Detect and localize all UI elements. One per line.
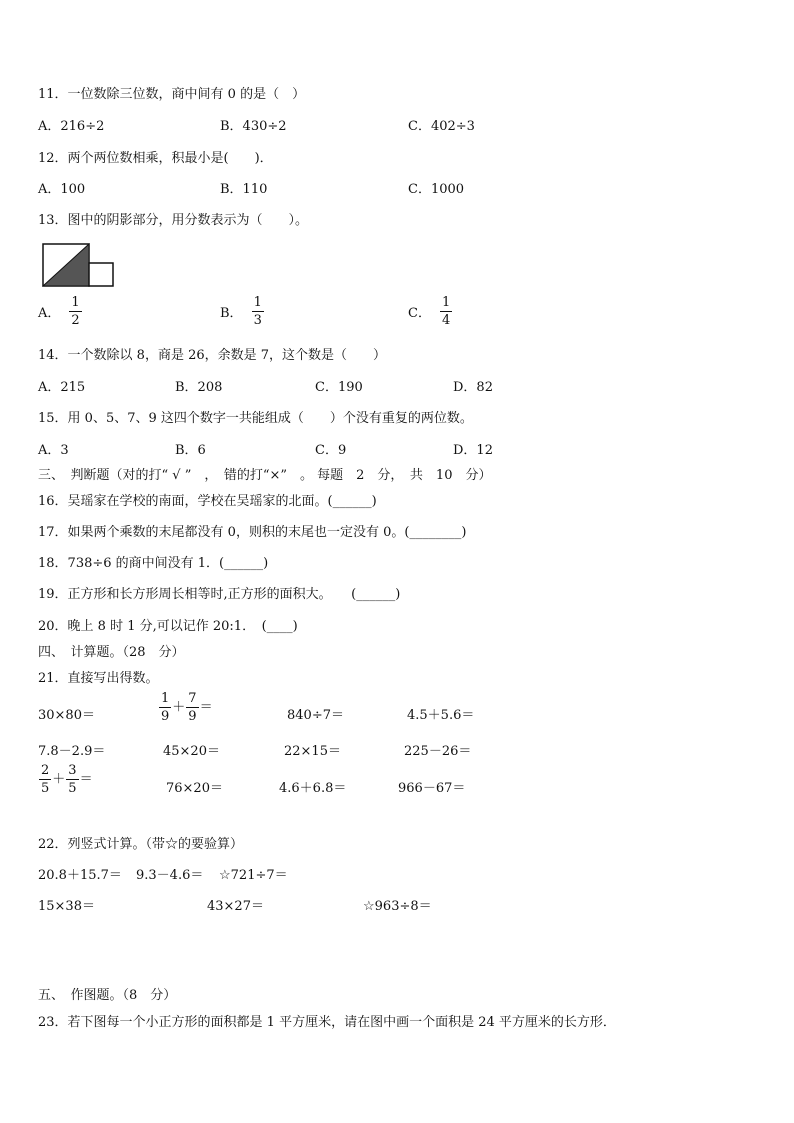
q15-option-d: D．12 bbox=[453, 443, 493, 458]
vertical-calc-20.8plus15.7: 20.8＋15.7＝ bbox=[38, 868, 122, 883]
question-12: 12．两个两位数相乘，积最小是( )． bbox=[38, 151, 273, 166]
calc-30x80: 30×80＝ bbox=[38, 708, 95, 723]
q13-option-c: C． $\frac{1}{4}$ bbox=[408, 295, 451, 328]
q11-option-c: C．402÷3 bbox=[408, 119, 475, 134]
section-3-heading: 三、 判断题（对的打“ √ ” ， 错的打“×” 。 每题 2 分， 共 10 分） bbox=[38, 468, 492, 483]
q14-option-d: D．82 bbox=[453, 380, 493, 395]
question-17: 17．如果两个乘数的末尾都没有 0，则积的末尾也一定没有 0。(________) bbox=[38, 525, 467, 540]
vertical-calc-9.3minus4.6: 9.3－4.6＝ bbox=[136, 868, 204, 883]
question-13: 13．图中的阴影部分，用分数表示为（ ）。 bbox=[38, 213, 309, 228]
question-19: 19．正方形和长方形周长相等时,正方形的面积大。 (______) bbox=[38, 587, 401, 602]
calc-45x20: 45×20＝ bbox=[163, 744, 220, 759]
q14-option-b: B．208 bbox=[175, 380, 223, 395]
shaded-figure bbox=[42, 243, 116, 287]
question-15: 15．用 0、5、7、9 这四个数字一共能组成（ ）个没有重复的两位数。 bbox=[38, 411, 473, 426]
section-5-heading: 五、 作图题。（8 分） bbox=[38, 988, 177, 1003]
q15-option-b: B．6 bbox=[175, 443, 206, 458]
q12-option-b: B．110 bbox=[220, 182, 268, 197]
q11-option-a: A．216÷2 bbox=[38, 119, 105, 134]
q14-option-a: A．215 bbox=[38, 380, 86, 395]
fraction-one-half: $\frac{1}{2}$ bbox=[71, 295, 80, 328]
vertical-calc-963div8: ☆963÷8＝ bbox=[363, 899, 432, 914]
vertical-calc-43x27: 43×27＝ bbox=[207, 899, 264, 914]
question-18: 18．738÷6 的商中间没有 1．(______) bbox=[38, 556, 269, 571]
question-20: 20．晚上 8 时 1 分,可以记作 20:1． (____) bbox=[38, 619, 298, 634]
q13-option-b: B． $\frac{1}{3}$ bbox=[220, 295, 262, 328]
q12-option-a: A．100 bbox=[38, 182, 86, 197]
calc-225minus26: 225－26＝ bbox=[404, 744, 472, 759]
q15-option-c: C．9 bbox=[315, 443, 347, 458]
calc-76x20: 76×20＝ bbox=[166, 781, 223, 796]
vertical-calc-721div7: ☆721÷7＝ bbox=[219, 868, 288, 883]
q15-option-a: A．3 bbox=[38, 443, 69, 458]
question-11: 11．一位数除三位数，商中间有 0 的是（ ） bbox=[38, 87, 306, 102]
question-16: 16．吴瑶家在学校的南面，学校在吴瑶家的北面。(______) bbox=[38, 494, 377, 509]
fraction-one-third: $\frac{1}{3}$ bbox=[253, 295, 262, 328]
q14-option-c: C．190 bbox=[315, 380, 363, 395]
calc-22x15: 22×15＝ bbox=[284, 744, 341, 759]
q11-option-b: B．430÷2 bbox=[220, 119, 287, 134]
calc-7.8minus2.9: 7.8－2.9＝ bbox=[38, 744, 106, 759]
fraction-one-quarter: $\frac{1}{4}$ bbox=[441, 295, 451, 328]
calc-4.5plus5.6: 4.5＋5.6＝ bbox=[407, 708, 475, 723]
question-23: 23．若下图每一个小正方形的面积都是 1 平方厘米，请在图中画一个面积是 24 平方厘米的长方形． bbox=[38, 1015, 616, 1030]
vertical-calc-15x38: 15×38＝ bbox=[38, 899, 95, 914]
section-4-heading: 四、 计算题。（28 分） bbox=[38, 645, 185, 660]
calc-4.6plus6.8: 4.6＋6.8＝ bbox=[279, 781, 347, 796]
question-14: 14．一个数除以 8，商是 26，余数是 7，这个数是（ ） bbox=[38, 348, 387, 363]
question-21: 21．直接写出得数。 bbox=[38, 671, 159, 686]
q12-option-c: C．1000 bbox=[408, 182, 465, 197]
calc-fraction-sum-2: $\frac{2}{5}$ ＋ $\frac{3}{5}$ ＝ bbox=[41, 763, 93, 796]
calc-840div7: 840÷7＝ bbox=[287, 708, 344, 723]
question-22: 22．列竖式计算。（带☆的要验算） bbox=[38, 837, 244, 852]
calc-966minus67: 966－67＝ bbox=[398, 781, 466, 796]
calc-fraction-sum-1: $\frac{1}{9}$ ＋ $\frac{7}{9}$ ＝ bbox=[161, 691, 213, 724]
q13-option-a: A． $\frac{1}{2}$ bbox=[38, 295, 80, 328]
